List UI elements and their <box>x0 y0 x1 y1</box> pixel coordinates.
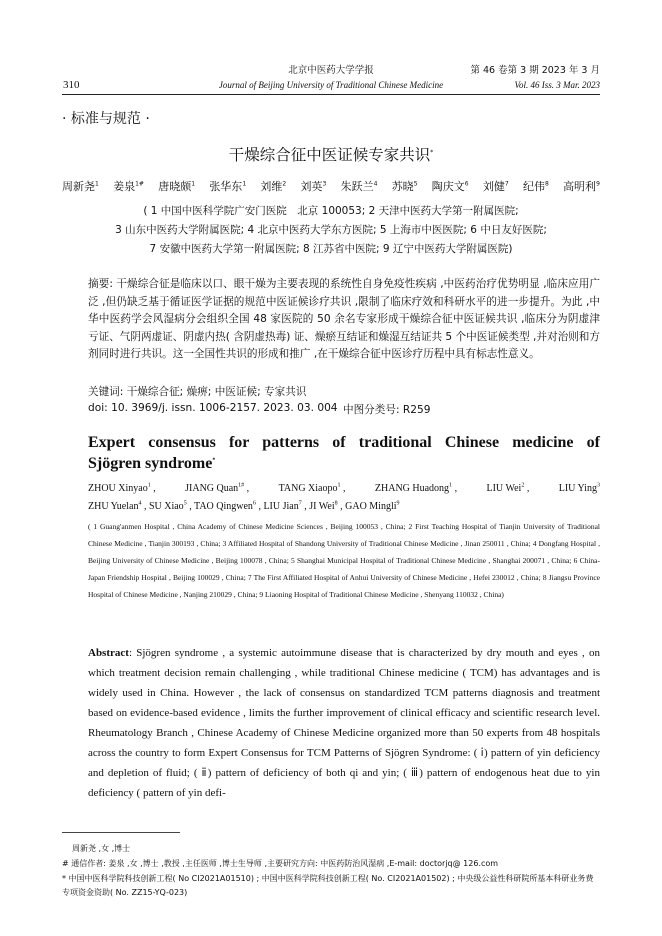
author-item <box>149 501 194 512</box>
footnote-corresponding-author: # 通信作者: 姜泉 ,女 ,博士 ,教授 ,主任医师 ,博士生导师 ,主要研究方向: 中医药防治风湿病 ,E-mail: doctorjq@ 126.com <box>62 859 499 868</box>
issue-info-cn: 第 46 卷第 3 期 2023 年 3 月 <box>470 65 600 76</box>
title-funding-mark: * <box>430 148 434 156</box>
abstract-cn: 摘要: 干燥综合征是临床以口、眼干燥为主要表现的系统性自身免疫性疾病 ,中医药治疗优势明显 ,临床应用广泛 ,但仍缺乏基于循证医学证据的规范中医证候诊疗共识 ,限制了临床疗效和科研水平的进一步提升。为此 ,中华中医药学会风湿病分会组织全国 48 家医院的 50 余名专家形成干燥综合征中医证候共识 ,临床分为阴虚津亏证、气阴两虚证、阴虚内热( 含阴虚热毒) 证、燥瘀互结证和燥湿互结证共 5 个中医证候类型 ,并对治则和方剂同时进行共识。这一全国性共识的形成和推广 ,在干燥综合征中医诊疗历程中具有标志性意义。 <box>88 278 600 361</box>
journal-name-cn: 北京中医药大学学报 <box>288 65 374 76</box>
author-list-cn <box>62 178 600 194</box>
author-item <box>263 501 309 512</box>
author-separator: , <box>524 483 530 494</box>
author-separator: , <box>244 483 250 494</box>
author-affiliation-mark: 9 <box>396 500 400 507</box>
author-item <box>301 178 327 194</box>
author-name: TAO Qingwen <box>194 501 253 512</box>
author-item <box>309 501 345 512</box>
footnote-rule <box>62 832 180 833</box>
title-en-funding-mark: * <box>212 457 216 464</box>
author-separator: , <box>186 501 195 512</box>
author-name: GAO Mingli <box>345 501 397 512</box>
article-title-en-line-2 <box>88 455 215 473</box>
affiliations-en: ( 1 Guang'anmen Hospital , China Academy of Chinese Medicine Sciences , Beijing 100053 , China; 2 First Teaching Hospital of Tianjin University of Traditional Chinese Medicine , Tianjin 300193 , China; 3 Affiliated Hospital of Shandong University of Traditional Chinese Medicine , Jinan 250011 , China; 4 Dongfang Hospital , Beijing University of Chinese Medicine , Beijing 100078 , China; 5 Shanghai Municipal Hospital of Traditional Chinese Medicine , Shanghai 200071 , China; 6 China-Japan Friendship Hospital , Beijing 100029 , China; 7 The First Affiliated Hospital of Anhui University of Chinese Medicine , Hefei 230012 , China; 8 Jiangsu Province Hospital of Chinese Medicine , Nanjing 210029 , China; 9 Liaoning Hospital of Traditional Chinese Medicine , Shenyang 110032 , China) <box>88 522 600 599</box>
author-name: ZHOU Xinyao <box>88 483 148 494</box>
author-item <box>345 501 399 512</box>
author-item <box>341 178 378 194</box>
author-separator: , <box>301 501 310 512</box>
author-item <box>486 478 529 500</box>
author-separator: , <box>452 483 458 494</box>
author-name: JIANG Quan <box>185 483 239 494</box>
author-name: LIU Jian <box>263 501 299 512</box>
clc-number: 中图分类号: R259 <box>343 404 431 416</box>
author-affiliation-mark: 1 <box>191 180 196 188</box>
author-name: ZHU Yuelan <box>88 501 139 512</box>
author-name: 纪伟 <box>522 180 545 193</box>
author-affiliation-mark: 9 <box>596 180 600 188</box>
author-affiliation-mark: 3 <box>322 180 327 188</box>
abstract-en-text: : Sjögren syndrome , a systemic autoimmune disease that is characterized by dry mouth and eyes , on which treatment decision remain challenging , while traditional Chinese medicine ( TCM) has advantages and is widely used in China. However , the lack of consensus on standardized TCM patterns diagnosis and treatment based on evidence-based evidence , limits the further improvement of clinical efficacy and scientific research level. Rheumatology Branch , Chinese Academy of Chinese Medicine organized more than 50 experts from 48 hospitals across the country to form Expert Consensus for TCM Patterns of Sjögren Syndrome: ( ⅰ) pattern of yin deficiency and depletion of fluid; ( ⅱ) pattern of deficiency of both qi and yin; ( ⅲ) pattern of endogenous heat due to yin deficiency ( pattern of yin defi- <box>88 647 600 799</box>
author-item <box>209 178 246 194</box>
author-separator: , <box>337 501 346 512</box>
author-name: 刘英 <box>300 180 323 193</box>
author-item <box>483 178 509 194</box>
footnote-first-author: 周新尧 ,女 ,博士 <box>72 844 131 853</box>
author-list-en-line-2 <box>88 496 400 518</box>
abstract-en-label: Abstract <box>88 647 129 659</box>
abstract-en <box>88 643 600 803</box>
doi: doi: 10. 3969/j. issn. 1006-2157. 2023. 03. 004 <box>88 402 338 414</box>
title-en-line-2-text: Sjögren syndrome <box>88 455 213 472</box>
author-item <box>194 501 263 512</box>
author-name: ZHANG Huadong <box>374 483 450 494</box>
author-affiliation-mark: 7 <box>504 180 509 188</box>
author-affiliation-mark: 6 <box>252 500 256 507</box>
author-name: 周新尧 <box>62 180 95 193</box>
author-item <box>559 478 600 500</box>
author-name: 刘健 <box>482 180 505 193</box>
title-cn-text: 干燥综合征中医证候专家共识 <box>228 146 431 164</box>
author-name: SU Xiao <box>148 501 184 512</box>
article-title-cn <box>0 143 662 165</box>
author-item <box>62 178 99 194</box>
author-item <box>260 178 286 194</box>
author-affiliation-mark: 4 <box>373 180 378 188</box>
author-item <box>432 178 469 194</box>
author-separator: , <box>141 501 149 512</box>
author-item <box>523 178 549 194</box>
affiliation-cn-line-1: ( 1 中国中医科学院广安门医院 北京 100053; 2 天津中医药大学第一附属医院; <box>143 205 519 217</box>
author-affiliation-mark: 4 <box>138 500 142 507</box>
author-affiliation-mark: 8 <box>334 500 338 507</box>
author-affiliation-mark: 3 <box>596 482 600 489</box>
author-name: 唐晓颇 <box>158 180 192 193</box>
author-name: 刘维 <box>260 180 283 193</box>
author-name: 高明利 <box>563 180 597 193</box>
author-name: 陶庆文 <box>431 180 465 193</box>
affiliation-cn-line-3: 7 安徽中医药大学第一附属医院; 8 江苏省中医院; 9 辽宁中医药大学附属医院) <box>149 243 513 255</box>
author-name: 张华东 <box>209 180 243 193</box>
author-affiliation-mark: 1 <box>95 180 99 188</box>
author-affiliation-mark: 1# <box>238 482 245 489</box>
author-separator: , <box>150 483 156 494</box>
author-name: 朱跃兰 <box>340 180 374 193</box>
affiliation-cn-line-2: 3 山东中医药大学附属医院; 4 北京中医药大学东方医院; 5 上海市中医医院; 6 中日友好医院; <box>115 224 547 236</box>
keywords-cn: 关键词: 干燥综合征; 燥痹; 中医证候; 专家共识 <box>88 386 307 398</box>
author-name: TANG Xiaopo <box>278 483 338 494</box>
author-affiliation-mark: 7 <box>298 500 302 507</box>
author-affiliation-mark: 1 <box>147 482 151 489</box>
author-affiliation-mark: 2 <box>282 180 287 188</box>
author-affiliation-mark: 6 <box>464 180 469 188</box>
author-affiliation-mark: 1# <box>135 180 144 188</box>
author-name: JI Wei <box>309 501 335 512</box>
author-item <box>563 178 600 194</box>
author-name: 姜泉 <box>113 180 136 193</box>
header-rule <box>62 94 600 95</box>
author-affiliation-mark: 5 <box>413 180 418 188</box>
author-item <box>158 178 195 194</box>
footnote-funding: * 中国中医科学院科技创新工程( No CI2021A01510) ; 中国中医科学院科技创新工程( No. CI2021A01502) ; 中央级公益性科研院所基本科研业务费专项资金资助( No. ZZ15-YQ-023) <box>62 874 594 897</box>
author-affiliation-mark: 1 <box>337 482 341 489</box>
author-affiliation-mark: 1 <box>242 180 247 188</box>
author-name: LIU Ying <box>558 483 597 494</box>
issue-info-en: Vol. 46 Iss. 3 Mar. 2023 <box>514 80 600 90</box>
author-name: 苏晓 <box>391 180 414 193</box>
author-affiliation-mark: 1 <box>449 482 453 489</box>
author-item <box>88 501 149 512</box>
doi-line <box>88 402 600 417</box>
author-name: LIU Wei <box>486 483 522 494</box>
author-item <box>392 178 418 194</box>
section-label: · 标准与规范 · <box>62 111 150 127</box>
author-affiliation-mark: 5 <box>183 500 187 507</box>
author-separator: , <box>255 501 264 512</box>
author-separator: , <box>340 483 346 494</box>
article-title-en-line-1: Expert consensus for patterns of traditional Chinese medicine of <box>88 434 600 451</box>
page-number: 310 <box>63 79 80 91</box>
author-item <box>113 178 144 194</box>
journal-name-en: Journal of Beijing University of Traditional Chinese Medicine <box>218 80 444 90</box>
author-affiliation-mark: 2 <box>521 482 525 489</box>
author-affiliation-mark: 8 <box>544 180 549 188</box>
